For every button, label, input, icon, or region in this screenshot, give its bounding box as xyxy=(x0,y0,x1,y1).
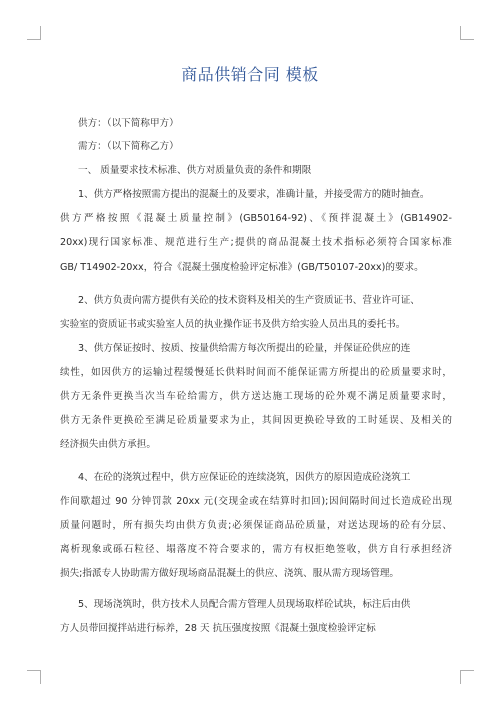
paragraph-3-line-3: 供方无条件更换当次当车砼给需方，供方送达施工现场的砼外观不满足质量要求时， xyxy=(60,391,452,402)
paragraph-4-line-3: 质量问题时，所有损失均由供方负责;必须保证商品砼质量，对送达现场的砼有分层、 xyxy=(60,520,452,531)
paragraph-4-line-2: 作间歇超过 90 分钟罚款 20xx 元(交现金或在结算时扣回);因间隔时间过长造成砼出现 xyxy=(60,496,452,507)
paragraph-4-line-1: 4、在砼的浇筑过程中，供方应保证砼的连续浇筑，因供方的原因造成砼浇筑工 xyxy=(78,472,411,483)
crop-mark-bottom-left xyxy=(27,670,41,684)
paragraph-1-line-2: 供方严格按照《混凝土质量控制》(GB50164-92)、《预拌混凝土》(GB14902- xyxy=(60,213,452,224)
paragraph-1-line-3: 20xx)现行国家标准、规范进行生产;提供的商品混凝土技术指标必须符合国家标准 xyxy=(60,237,452,248)
paragraph-4-line-4: 离析现象或砾石粒径、塌落度不符合要求的，需方有权拒绝签收，供方自行承担经济 xyxy=(60,544,452,555)
crop-mark-top-left xyxy=(27,26,41,40)
paragraph-1-line-1: 1、供方严格按照需方提出的混凝土的及要求，准确计量，并接受需方的随时抽查。 xyxy=(78,189,430,200)
paragraph-5-line-1: 5、现场浇筑时，供方技术人员配合需方管理人员现场取样砼试块，标注后由供 xyxy=(78,599,411,610)
paragraph-3-line-5: 经济损失由供方承担。 xyxy=(60,439,156,450)
crop-mark-top-right xyxy=(460,26,474,40)
document-title: 商品供销合同 模板 xyxy=(181,65,319,84)
crop-mark-bottom-right xyxy=(460,670,474,684)
paragraph-4-line-5: 损失;指派专人协助需方做好现场商品混凝土的供应、浇筑、服从需方现场管理。 xyxy=(60,568,400,579)
paragraph-3-line-2: 续性，如因供方的运输过程缓慢延长供料时间而不能保证需方所提出的砼质量要求时， xyxy=(60,367,452,378)
paragraph-1-line-4: GB/ T14902-20xx，符合《混凝土强度检验评定标准》(GB/T50107-20xx)的要求。 xyxy=(60,262,424,273)
paragraph-3-line-1: 3、供方保证按时、按质、按量供给需方每次所提出的砼量，并保证砼供应的连 xyxy=(78,343,411,354)
supplier-line: 供方：（以下简称甲方） xyxy=(78,118,179,129)
paragraph-3-line-4: 供方无条件更换砼至满足砼质量要求为止，其间因更换砼导致的工时延误、及相关的 xyxy=(60,415,452,426)
paragraph-2-line-1: 2、供方负责向需方提供有关砼的技术资料及相关的生产资质证书、营业许可证、 xyxy=(78,295,420,306)
paragraph-5-line-2: 方人员带回搅拌站进行标养，28 天 抗压强度按照《混凝土强度检验评定标 xyxy=(60,623,376,634)
buyer-line: 需方：（以下简称乙方） xyxy=(78,141,179,152)
paragraph-2-line-2: 实验室的资质证书或实验室人员的执业操作证书及供方给实验人员出具的委托书。 xyxy=(60,319,406,330)
section-heading: 一、 质量要求技术标准、供方对质量负责的条件和期限 xyxy=(78,165,312,176)
